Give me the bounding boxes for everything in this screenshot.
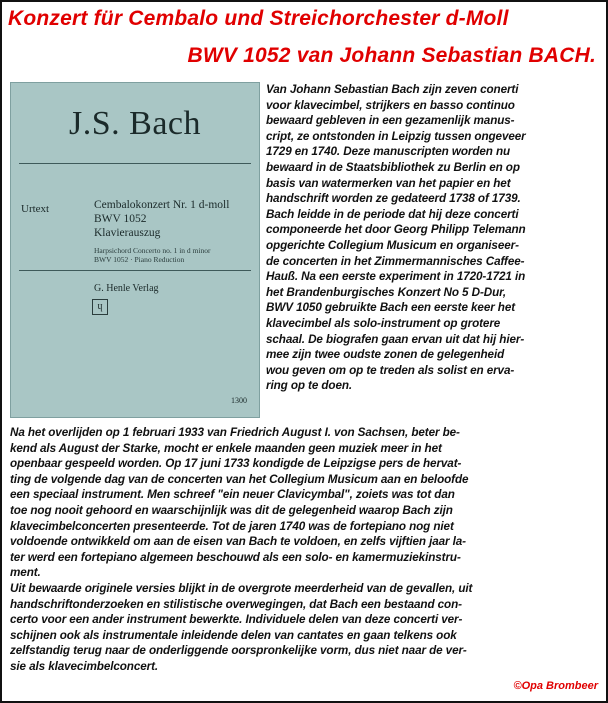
cover-small-line-1: Harpsichord Concerto no. 1 in d minor xyxy=(94,246,211,255)
cover-edition-number: 1300 xyxy=(231,396,247,405)
cover-publisher: G. Henle Verlag xyxy=(94,283,159,294)
cover-composer: J.S. Bach xyxy=(69,105,201,142)
score-cover-image xyxy=(10,82,260,418)
henle-logo-icon: ɥ xyxy=(92,299,108,315)
body-text-full-width: Na het overlijden op 1 februari 1933 van Friedrich August I. von Sachsen, beter be- kend als August der Starke, mocht er enkele maanden geen muziek meer in het openbaar gespeeld worden. Op 17 juni 1733 kondigde de Leipzigse pers de hervat- ting de volgende dag van de concerten van het Collegium Musicum aan en beloofde een speciaal instrument. Men schreef "ein neuer Clavicymbal", zoiets was tot dan toe nog nooit gehoord en waarschijnlijk was dit de gelegenheid waarop Bach zijn klavecimbelconcerten presenteerde. Tot de jaren 1740 was de fortepiano nog niet voldoende ontwikkeld om aan de eisen van Bach te voldoen, en zelfs vijftien jaar la- ter werd een fortepiano algemeen beschouwd als een solo- en kamermuziekinstru- ment. Uit bewaarde originele versies blijkt in de overgrote meerderheid van de gevallen, uit handschriftonderzoeken en stilistische overwegingen, dat Bach een bestaand con- certo voor een ander instrument bewerkte. Individuele delen van deze concerti ver- schijnen ook als instrumentale inleidende delen van cantates en gaan telkens ook zelfstandig terug naar de onderliggende oorspronkelijke vorm, dus niet naar de ver- sie als klavecimbelconcert. xyxy=(10,426,473,673)
title-line-2: BWV 1052 van Johann Sebastian BACH. xyxy=(187,44,596,67)
cover-work-subtitle xyxy=(94,246,210,264)
title-line-1: Konzert für Cembalo und Streichorchester d-Moll xyxy=(8,7,509,30)
cover-work-line-2: BWV 1052 xyxy=(94,213,147,225)
cover-work-line-3: Klavierauszug xyxy=(94,227,161,239)
cover-divider xyxy=(19,270,251,271)
cover-work-line-1: Cembalokonzert Nr. 1 d-moll xyxy=(94,199,230,211)
cover-urtext: Urtext xyxy=(21,203,50,215)
cover-work-title xyxy=(94,198,229,240)
cover-small-line-2: BWV 1052 · Piano Reduction xyxy=(94,255,185,264)
cover-divider xyxy=(19,163,251,164)
copyright-credit: ©Opa Brombeer xyxy=(513,680,598,692)
body-text-column: Van Johann Sebastian Bach zijn zeven conerti voor klavecimbel, strijkers en basso continuo bewaard gebleven in een gezamenlijk manus- cript, ze ontstonden in Leipzig tussen ongeveer 1729 en 1740. Deze manuscripten worden nu bewaard in de Staatsbibliothek zu Berlin en op basis van watermerken van het papier en het handschrift worden ze gedateerd 1738 of 1739. Bach leidde in de periode dat hij deze concerti componeerde het door Georg Philipp Telemann opgerichte Collegium Musicum en organiseer- de concerten in het Zimmermannisches Caffee- Hauß. Na een eerste experiment in 1720-1721 in het Brandenburgisches Konzert No 5 D-Dur, BWV 1050 gebruikte Bach een eerste keer het klavecimbel als solo-instrument op grotere schaal. De biografen gaan ervan uit dat hij hier- mee zijn twee oudste zonen de gelegenheid wou geven om op te treden als solist en erva- ring op te doen. xyxy=(266,83,526,393)
